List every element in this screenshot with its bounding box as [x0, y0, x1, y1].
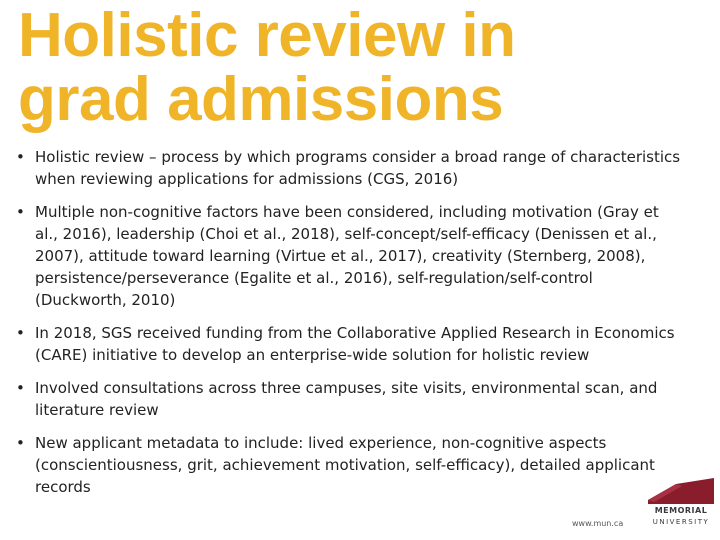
slide-title-line-1: Holistic review in [18, 1, 516, 70]
bullet-consultations: • Involved consultations across three campuses, site visits, environmental scan, and literature review [14, 377, 684, 421]
bullet-care-funding: • In 2018, SGS received funding from the Collaborative Applied Research in Economics (CARE) initiative to develop an enterprise-wide solution for holistic review [14, 322, 684, 366]
logo-name-text: MEMORIAL [654, 506, 708, 515]
bullet-list [14, 146, 684, 509]
slide-title-line-2: grad admissions [18, 65, 504, 134]
slide-title [18, 1, 618, 134]
logo-flag-icon [646, 476, 716, 506]
bullet-non-cognitive-factors: • Multiple non-cognitive factors have been considered, including motivation (Gray et al., 2016), leadership (Choi et al., 2018), self-concept/self-efficacy (Denissen et al., 2007), attitude toward learning (Virtue et al., 2017), creativity (Sternberg, 2008), persistence/perseverance (Egalite et al., 2016), self-regulation/self-control (Duckworth, 2010) [14, 201, 684, 311]
bullet-applicant-metadata: • New applicant metadata to include: lived experience, non-cognitive aspects (conscientiousness, grit, achievement motivation, self-efficacy), detailed applicant records [14, 432, 684, 498]
bullet-holistic-review-definition: • Holistic review – process by which programs consider a broad range of characteristics when reviewing applications for admissions (CGS, 2016) [14, 146, 684, 190]
logo-sub-text: UNIVERSITY [652, 518, 710, 526]
footer-url: www.mun.ca [572, 519, 624, 528]
memorial-university-logo [646, 476, 716, 536]
